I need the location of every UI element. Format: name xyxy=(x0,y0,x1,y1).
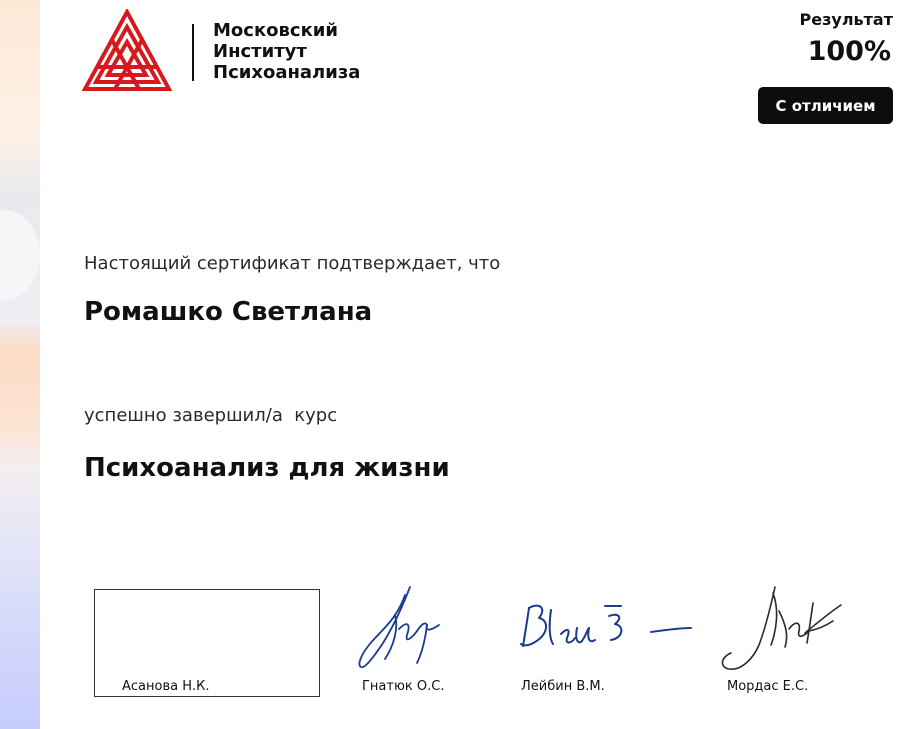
institute-name-line-3: Психоанализа xyxy=(213,62,361,83)
certificate-intro: Настоящий сертификат подтверждает, что xyxy=(84,253,501,274)
decorative-shape xyxy=(0,210,40,300)
signer-name-1: Асанова Н.К. xyxy=(122,679,210,694)
decorative-side-strip xyxy=(0,0,40,729)
institute-name xyxy=(213,20,360,83)
completion-statement: успешно завершил/а курс xyxy=(84,405,338,426)
signature-gnatyuk xyxy=(355,585,445,675)
signature-mordas xyxy=(715,583,845,678)
logo-divider xyxy=(192,24,194,81)
institute-name-line-1: Московский xyxy=(213,20,339,41)
result-label: Результат xyxy=(799,10,893,29)
signer-name-4: Мордас Е.С. xyxy=(727,679,809,694)
distinction-badge: С отличием xyxy=(758,87,893,124)
course-name: Психоанализ для жизни xyxy=(84,453,450,483)
institute-logo-icon xyxy=(82,9,172,93)
signer-name-3: Лейбин В.М. xyxy=(521,679,605,694)
result-value: 100% xyxy=(807,36,891,67)
institute-name-line-2: Институт xyxy=(213,41,307,62)
signer-name-2: Гнатюк О.С. xyxy=(362,679,445,694)
recipient-name: Ромашко Светлана xyxy=(84,297,373,327)
signature-leibin xyxy=(515,598,695,658)
